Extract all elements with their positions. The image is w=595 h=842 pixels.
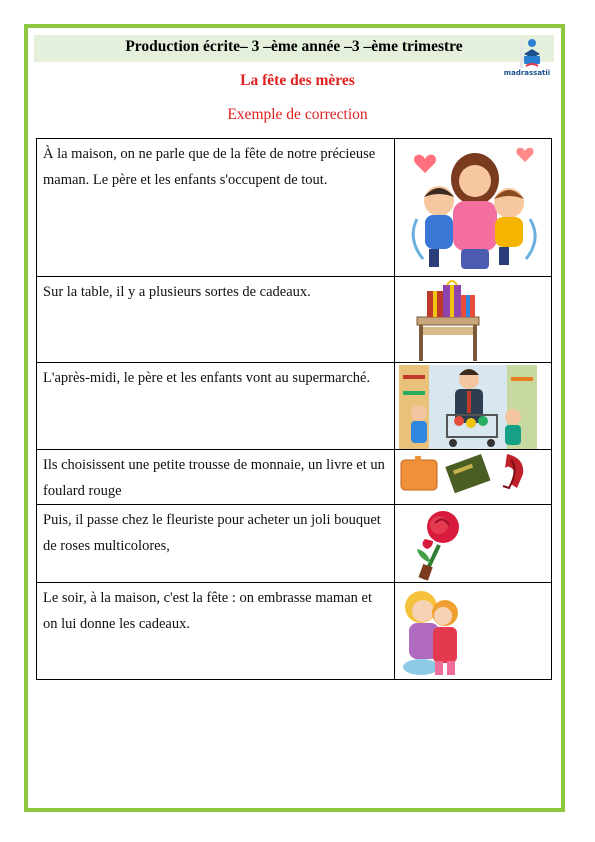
table-row	[37, 277, 552, 363]
rose-bouquet-image	[395, 505, 552, 583]
row-text: L'après-midi, le père et les enfants vont au supermarché.	[37, 363, 395, 450]
mother-children-image	[395, 139, 552, 277]
page-title: La fête des mères	[240, 72, 355, 89]
row-text: Puis, il passe chez le fleuriste pour acheter un joli bouquet de roses multicolores,	[37, 505, 395, 583]
purse-book-scarf-image	[395, 450, 552, 505]
row-text: À la maison, on ne parle que de la fête de notre précieuse maman. Le père et les enfants s'occupent de tout.	[37, 139, 395, 277]
gifts-table-image	[395, 277, 552, 363]
table-row	[37, 450, 552, 505]
page-subtitle: Exemple de correction	[227, 106, 368, 123]
header-title: Production écrite– 3 –ème année –3 –ème trimestre	[125, 38, 463, 55]
table-row	[37, 505, 552, 583]
row-text: Sur la table, il y a plusieurs sortes de cadeaux.	[37, 277, 395, 363]
table-row	[37, 139, 552, 277]
logo-text: madrassatii	[503, 69, 551, 77]
child-kissing-mother-image	[395, 583, 552, 680]
row-text: Le soir, à la maison, c'est la fête : on embrasse maman et on lui donne les cadeaux.	[37, 583, 395, 680]
story-table	[36, 138, 552, 680]
table-row	[37, 363, 552, 450]
supermarket-image	[395, 363, 552, 450]
row-text: Ils choisissent une petite trousse de monnaie, un livre et un foulard rouge	[37, 450, 395, 505]
table-row	[37, 583, 552, 680]
